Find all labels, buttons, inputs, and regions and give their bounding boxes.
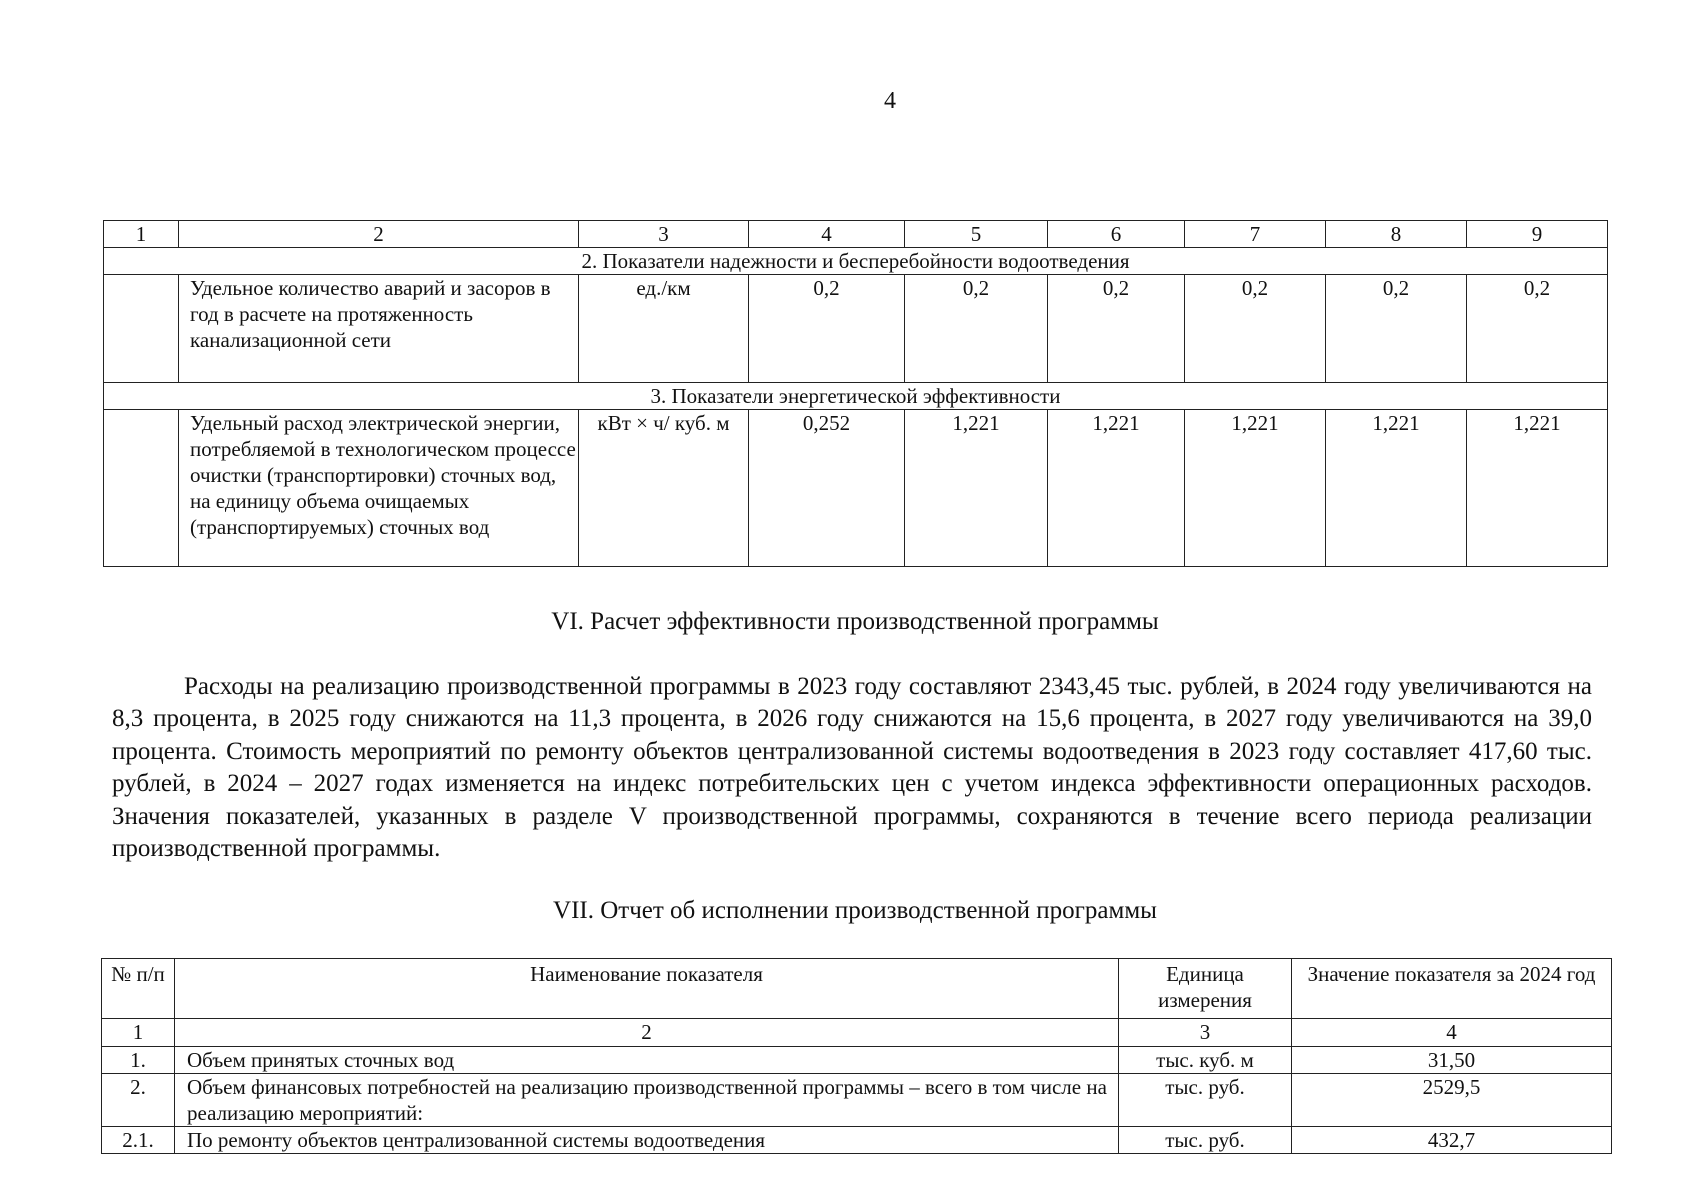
unit-cell: ед./км bbox=[579, 275, 749, 383]
column-number: 7 bbox=[1185, 221, 1326, 248]
table-row bbox=[104, 410, 1608, 567]
row-number: 2. bbox=[102, 1074, 175, 1127]
value-cell: 0,2 bbox=[1326, 275, 1467, 383]
value-cell: 0,2 bbox=[905, 275, 1048, 383]
row-number bbox=[104, 275, 179, 383]
value-cell: 0,2 bbox=[1048, 275, 1185, 383]
indicator-name: Удельное количество аварий и засоров в год в расчете на протяженность канализационной сети bbox=[179, 275, 579, 383]
column-number: 9 bbox=[1467, 221, 1608, 248]
value-cell: 1,221 bbox=[1185, 410, 1326, 567]
value-cell: 1,221 bbox=[905, 410, 1048, 567]
indicator-name: Объем принятых сточных вод bbox=[175, 1047, 1119, 1074]
value-cell: 0,2 bbox=[749, 275, 905, 383]
unit-cell: тыс. куб. м bbox=[1119, 1047, 1292, 1074]
table-row bbox=[104, 275, 1608, 383]
header-name: Наименование показателя bbox=[175, 959, 1119, 1019]
section-heading: VI. Расчет эффективности производственной программы bbox=[551, 608, 1159, 635]
header-unit: Единица измерения bbox=[1119, 959, 1292, 1019]
section-title: 3. Показатели энергетической эффективности bbox=[104, 383, 1608, 410]
body-paragraph: Расходы на реализацию производственной программы в 2023 году составляют 2343,45 тыс. рублей, в 2024 году увеличиваются на 8,3 процента, в 2025 году снижаются на 11,3 процента, в 2026 году снижаются на 15,6 процента, в 2027 году увеличиваются на 39,0 процента. Стоимость мероприятий по ремонту объектов централизованной системы водоотведения в 2023 году составляет 417,60 тыс. рублей, в 2024 – 2027 годах изменяется на индекс потребительских цен с учетом индекса эффективности операционных расходов. Значения показателей, указанных в разделе V производственной программы, сохраняются в течение всего периода реализации производственной программы. bbox=[112, 673, 1592, 863]
indicator-name: Удельный расход электрической энергии, потребляемой в технологическом процессе очистки (транспортировки) сточных вод, на единицу объема очищаемых (транспортируемых) сточных вод bbox=[179, 410, 579, 567]
row-number: 2.1. bbox=[102, 1127, 175, 1154]
unit-cell: тыс. руб. bbox=[1119, 1074, 1292, 1127]
value-cell: 1,221 bbox=[1048, 410, 1185, 567]
header-value: Значение показателя за 2024 год bbox=[1292, 959, 1612, 1019]
indicator-name: Объем финансовых потребностей на реализацию производственной программы – всего в том числе на реализацию мероприятий: bbox=[175, 1074, 1119, 1127]
table-row bbox=[102, 1127, 1612, 1154]
value-cell: 0,2 bbox=[1185, 275, 1326, 383]
indicators-table bbox=[103, 220, 1608, 567]
value-cell: 1,221 bbox=[1326, 410, 1467, 567]
report-table bbox=[101, 958, 1612, 1154]
column-number: 3 bbox=[579, 221, 749, 248]
column-number-row bbox=[104, 221, 1608, 248]
unit-cell: кВт × ч/ куб. м bbox=[579, 410, 749, 567]
value-cell: 31,50 bbox=[1292, 1047, 1612, 1074]
column-number: 3 bbox=[1119, 1019, 1292, 1047]
unit-cell: тыс. руб. bbox=[1119, 1127, 1292, 1154]
section-heading: VII. Отчет об исполнении производственной программы bbox=[553, 897, 1157, 924]
table-row bbox=[102, 1047, 1612, 1074]
value-cell: 1,221 bbox=[1467, 410, 1608, 567]
value-cell: 0,2 bbox=[1467, 275, 1608, 383]
column-number: 4 bbox=[749, 221, 905, 248]
section-title-row bbox=[104, 383, 1608, 410]
column-number-row bbox=[102, 1019, 1612, 1047]
header-row bbox=[102, 959, 1612, 1019]
value-cell: 432,7 bbox=[1292, 1127, 1612, 1154]
indicator-name: По ремонту объектов централизованной системы водоотведения bbox=[175, 1127, 1119, 1154]
row-number: 1. bbox=[102, 1047, 175, 1074]
column-number: 2 bbox=[175, 1019, 1119, 1047]
column-number: 1 bbox=[102, 1019, 175, 1047]
value-cell: 0,252 bbox=[749, 410, 905, 567]
row-number bbox=[104, 410, 179, 567]
column-number: 8 bbox=[1326, 221, 1467, 248]
section-title-row bbox=[104, 248, 1608, 275]
column-number: 2 bbox=[179, 221, 579, 248]
column-number: 1 bbox=[104, 221, 179, 248]
header-number: № п/п bbox=[102, 959, 175, 1019]
column-number: 5 bbox=[905, 221, 1048, 248]
column-number: 6 bbox=[1048, 221, 1185, 248]
page-number: 4 bbox=[884, 88, 896, 114]
table-row bbox=[102, 1074, 1612, 1127]
value-cell: 2529,5 bbox=[1292, 1074, 1612, 1127]
section-title: 2. Показатели надежности и бесперебойности водоотведения bbox=[104, 248, 1608, 275]
column-number: 4 bbox=[1292, 1019, 1612, 1047]
